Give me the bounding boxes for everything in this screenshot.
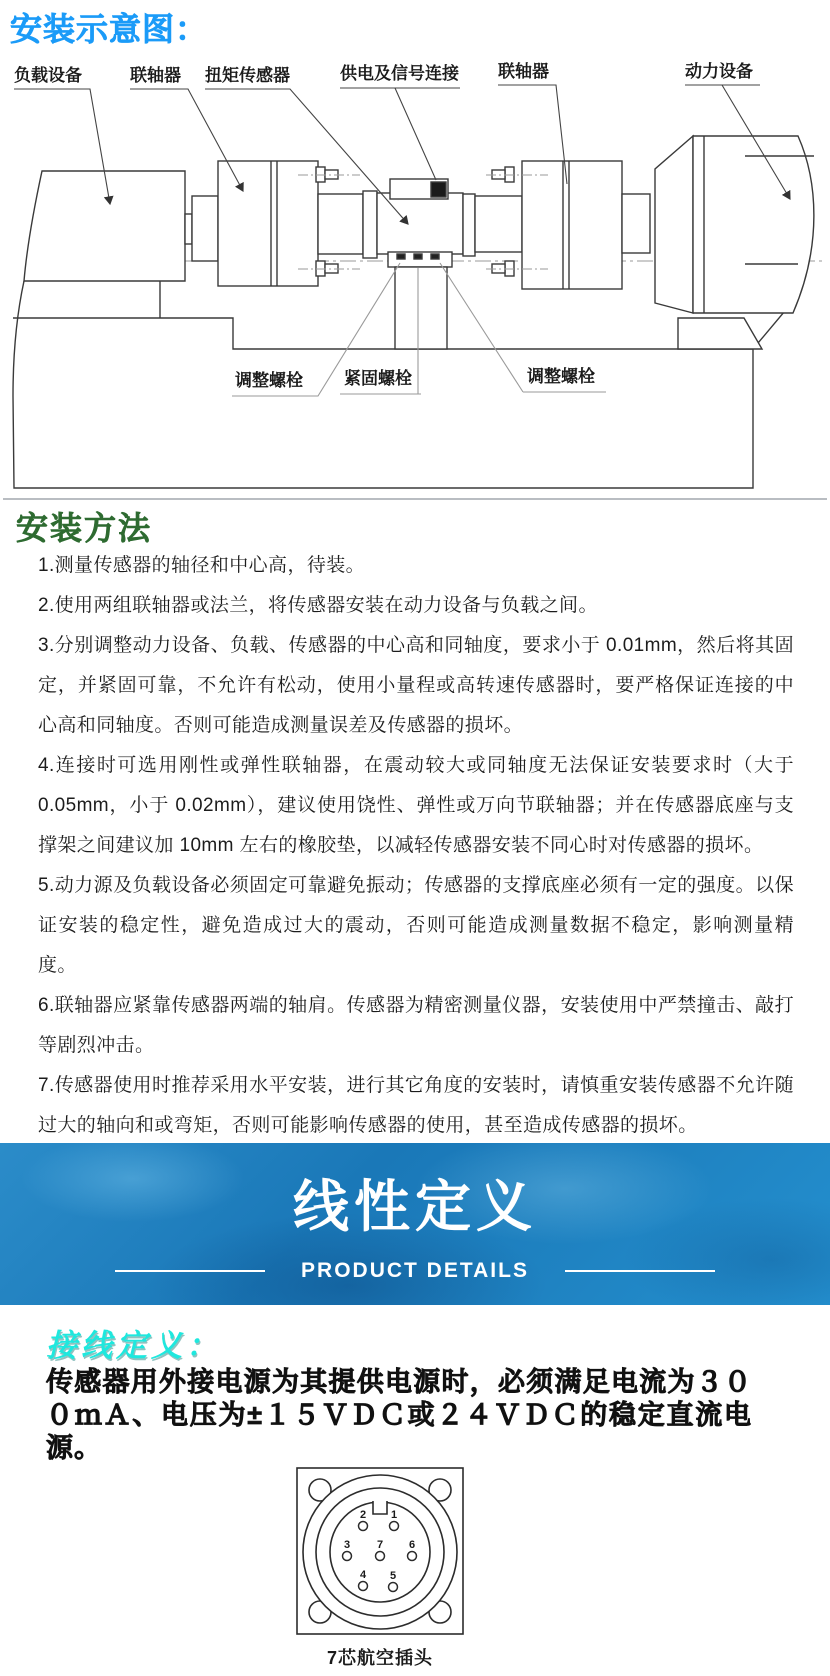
- installation-diagram: [0, 56, 830, 498]
- product-details-banner: [0, 1143, 830, 1305]
- coupling-right: [522, 161, 622, 289]
- sensor-support-column: [395, 267, 447, 349]
- label-torque-sensor: 扭矩传感器: [205, 66, 290, 85]
- pin-5: [389, 1583, 398, 1592]
- aviation-plug-diagram: [295, 1464, 465, 1638]
- banner-line-left: [115, 1270, 265, 1272]
- pin-5-number: 5: [390, 1570, 397, 1582]
- pin-3: [343, 1552, 352, 1561]
- install-step-5: 5.动力源及负载设备必须固定可靠避免振动；传感器的支撑底座必须有一定的强度。以保证安装的稳定性，避免造成过大的震动，否则可能造成测量数据不稳定，影响测量精度。: [38, 875, 794, 976]
- banner-subtitle: PRODUCT DETAILS: [301, 1259, 529, 1282]
- label-adjust-bolt-right: 调整螺栓: [527, 367, 595, 386]
- wiring-power-requirements: 传感器用外接电源为其提供电源时，必须满足电流为３００ｍＡ、电压为±１５ＶＤＣ或２４ＶＤＣ的稳定直流电源。: [46, 1367, 752, 1463]
- sensor-connector: [431, 182, 446, 197]
- pin-7: [376, 1552, 385, 1561]
- label-coupling-left: 联轴器: [130, 66, 181, 85]
- install-step-3: 3.分别调整动力设备、负载、传感器的中心高和同轴度，要求小于 0.01mm，然后将其固定，并紧固可靠，不允许有松动，使用小量程或高转速传感器时，要严格保证连接的中心高和同轴度。否则可能造成测量误差及传感器的损坏。: [38, 635, 794, 736]
- hub-left: [192, 196, 218, 261]
- pin-1: [390, 1522, 399, 1531]
- pin-2-number: 2: [360, 1509, 367, 1521]
- pin-3-number: 3: [344, 1539, 351, 1551]
- hub-left-2: [318, 194, 363, 254]
- pin-4-number: 4: [360, 1569, 367, 1581]
- coupling-left: [218, 161, 318, 286]
- motor-bell: [655, 136, 693, 313]
- pin-7-number: 7: [377, 1539, 384, 1551]
- motor-body: [693, 136, 814, 313]
- label-power-signal: 供电及信号连接: [340, 64, 459, 83]
- install-step-4: 4.连接时可选用刚性或弹性联轴器，在震动较大或同轴度无法保证安装要求时（大于 0.05mm，小于 0.02mm），建议使用饶性、弹性或万向节联轴器；并在传感器底座与支撑架之间建议加 10mm 左右的橡胶垫，以减轻传感器安装不同心时对传感器的损坏。: [38, 755, 794, 856]
- pin-6-number: 6: [409, 1539, 416, 1551]
- install-steps-list: [38, 546, 794, 1146]
- section-divider: [3, 498, 827, 500]
- pin-1-number: 1: [391, 1509, 398, 1521]
- sensor-flange-right: [463, 194, 475, 256]
- pin-2: [359, 1522, 368, 1531]
- label-adjust-bolt-left: 调整螺栓: [235, 371, 303, 390]
- label-coupling-right: 联轴器: [498, 62, 549, 81]
- shaft-right: [475, 196, 522, 252]
- pin-4: [359, 1582, 368, 1591]
- hub-right: [622, 194, 650, 253]
- banner-title: 线性定义: [293, 1175, 537, 1238]
- sensor-body: [377, 193, 463, 254]
- install-step-7: 7.传感器使用时推荐采用水平安装，进行其它角度的安装时，请慎重安装传感器不允许随过大的轴向和或弯矩，否则可能影响传感器的使用，甚至造成传感器的损坏。: [38, 1075, 794, 1136]
- shaft-stub-left: [185, 214, 192, 244]
- install-step-1: 1.测量传感器的轴径和中心高，待装。: [38, 555, 366, 576]
- banner-line-right: [565, 1270, 715, 1272]
- pin-6: [408, 1552, 417, 1561]
- load-device: [24, 171, 185, 281]
- install-step-6: 6.联轴器应紧靠传感器两端的轴肩。传感器为精密测量仪器，安装使用中严禁撞击、敲打等剧烈冲击。: [38, 995, 794, 1056]
- label-load-device: 负载设备: [14, 66, 82, 85]
- label-fasten-bolt: 紧固螺栓: [344, 369, 412, 388]
- label-power-device: 动力设备: [685, 62, 753, 81]
- wiring-definition-heading: 接线定义：: [46, 1328, 221, 1363]
- install-method-heading: 安装方法: [16, 510, 153, 546]
- install-step-2: 2.使用两组联轴器或法兰，将传感器安装在动力设备与负载之间。: [38, 595, 598, 616]
- banner-subtitle-row: [0, 1259, 830, 1283]
- motor-base: [678, 318, 762, 349]
- page-title: 安装示意图：: [10, 11, 209, 47]
- sensor-flange-left: [363, 191, 377, 258]
- aviation-plug-caption: 7芯航空插头: [326, 1648, 433, 1668]
